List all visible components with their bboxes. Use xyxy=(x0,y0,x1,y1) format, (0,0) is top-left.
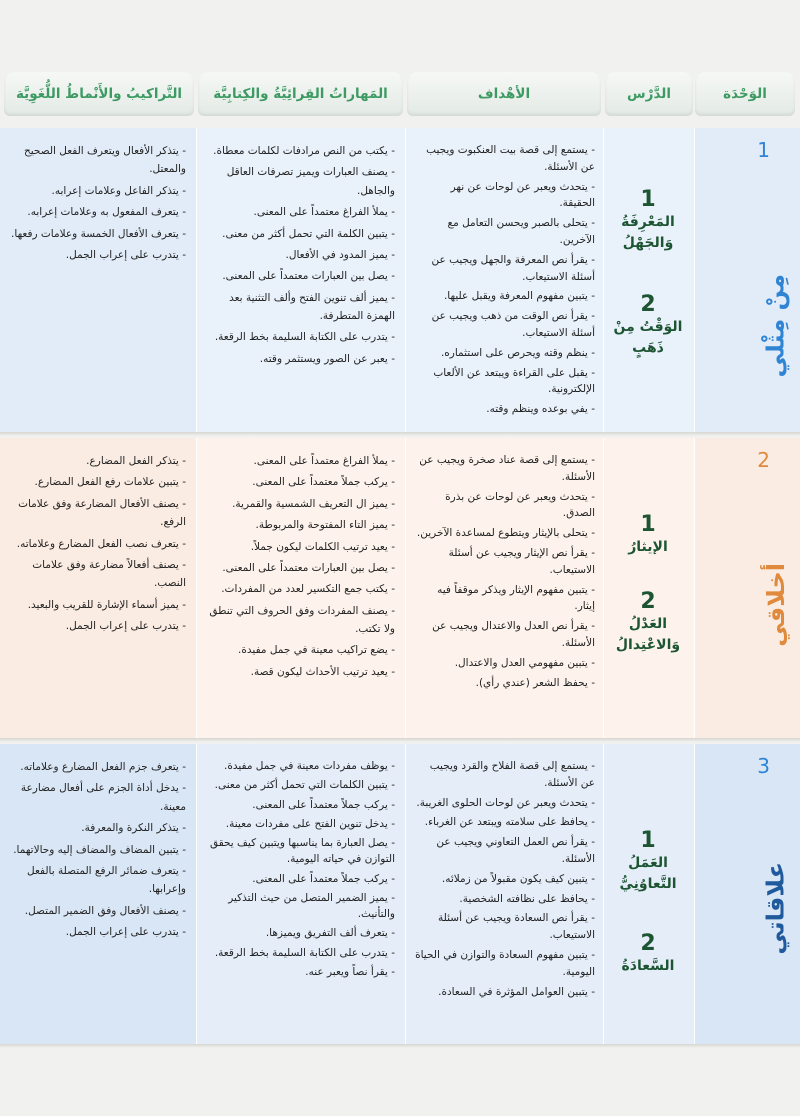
list-item: - يتبين مفهوم الإيثار ويذكر موقفاً فيه إيثار. xyxy=(414,582,595,616)
list-item: - يقرأ نص الوقت من ذهب ويجيب عن أسئلة الاستيعاب. xyxy=(414,308,595,342)
list-item: - يملأ الفراغ معتمداً على المعنى. xyxy=(205,452,395,470)
list-item: - يتبين الكلمة التي تحمل أكثر من معنى. xyxy=(205,225,395,243)
list-item: - يتبين كيف يكون مقبولاً من زملائه. xyxy=(414,871,595,888)
list-item: - يتحدث ويعبر عن لوحات عن بذرة الصدق. xyxy=(414,489,595,523)
header-unit: الوَحْدَة xyxy=(695,72,795,116)
list-item: - يتعرف جزم الفعل المضارع وعلاماته. xyxy=(8,758,186,776)
structures-list xyxy=(0,744,196,952)
list-item: - يصنف المفردات وفق الحروف التي تنطق ولا تكتب. xyxy=(205,602,395,639)
unit-number: 2 xyxy=(757,448,770,472)
lesson-1 xyxy=(602,188,694,254)
list-item: - يتدرب على إعراب الجمل. xyxy=(8,923,186,941)
structures-list xyxy=(0,128,196,275)
divider xyxy=(0,738,800,742)
list-item: - يركب جملاً معتمداً على المعنى. xyxy=(205,797,395,813)
list-item: - يتدرب على الكتابة السليمة بخط الرقعة. xyxy=(205,328,395,346)
list-item: - يتذكر الأفعال ويتعرف الفعل الصحيح والمعتل. xyxy=(8,142,186,179)
lesson-1 xyxy=(602,829,694,895)
list-item: - يقبل على القراءة ويبتعد عن الألعاب الإلكترونية. xyxy=(414,365,595,399)
structures-cell xyxy=(0,744,196,1044)
lesson-name: العَمَلُ التَّعاوُنِيُّ xyxy=(619,855,677,893)
skills-cell xyxy=(196,744,405,1044)
list-item: - يصل بين العبارات معتمداً على المعنى. xyxy=(205,559,395,577)
list-item: - يحافظ على نظافته الشخصية. xyxy=(414,891,595,908)
list-item: - يعيد ترتيب الأحداث ليكون قصة. xyxy=(205,663,395,681)
unit-cell xyxy=(695,128,800,432)
header-lesson: الدَّرْس xyxy=(605,72,693,116)
skills-cell xyxy=(196,128,405,432)
list-item: - يملأ الفراغ معتمداً على المعنى. xyxy=(205,203,395,221)
unit-row-2 xyxy=(0,438,800,738)
unit-cell xyxy=(695,438,800,738)
objectives-cell xyxy=(405,438,603,738)
skills-cell xyxy=(196,438,405,738)
lesson-number: 2 xyxy=(640,589,656,614)
list-item: - يتذكر النكرة والمعرفة. xyxy=(8,819,186,837)
list-item: - ينظم وقته ويحرص على استثماره. xyxy=(414,345,595,362)
list-item: - يتذكر الفاعل وعلامات إعرابه. xyxy=(8,182,186,200)
list-item: - يتعرف ألف التفريق ويميزها. xyxy=(205,925,395,941)
list-item: - يقرأ نص الإيثار ويجيب عن أسئلة الاستيعاب. xyxy=(414,545,595,579)
list-item: - يميز المدود في الأفعال. xyxy=(205,246,395,264)
list-item: - يكتب جمع التكسير لعدد من المفردات. xyxy=(205,580,395,598)
objectives-list xyxy=(406,438,603,702)
list-item: - يقرأ نص العمل التعاوني ويجيب عن الأسئلة. xyxy=(414,834,595,868)
list-item: - يتبين العوامل المؤثرة في السعادة. xyxy=(414,984,595,1001)
lesson-number: 2 xyxy=(640,931,656,956)
list-item: - يوظف مفردات معينة في جمل مفيدة. xyxy=(205,758,395,774)
list-item: - يتحلى بالإيثار ويتطوع لمساعدة الآخرين. xyxy=(414,525,595,542)
skills-list xyxy=(197,744,405,991)
list-item: - يركب جملاً معتمداً على المعنى. xyxy=(205,473,395,491)
list-item: - يفي بوعده وينظم وقته. xyxy=(414,401,595,418)
list-item: - يصنف الأفعال المضارعة وفق علامات الرفع. xyxy=(8,495,186,532)
list-item: - يميز التاء المفتوحة والمربوطة. xyxy=(205,516,395,534)
list-item: - يدخل تنوين الفتح على مفردات معينة. xyxy=(205,816,395,832)
lesson-cell xyxy=(603,744,695,1044)
lesson-cell xyxy=(603,438,695,738)
list-item: - يميز ألف تنوين الفتح وألف التثنية بعد الهمزة المتطرفة. xyxy=(205,289,395,326)
list-item: - يميز الضمير المتصل من حيث التذكير والتأنيث. xyxy=(205,890,395,923)
unit-title: علاقاتي xyxy=(762,862,790,955)
list-item: - يتبين المضاف والمضاف إليه وحالاتهما. xyxy=(8,841,186,859)
list-item: - يتحدث ويعبر عن لوحات الحلوى الغريبة. xyxy=(414,795,595,812)
list-item: - يتبين مفهوم السعادة والتوازن في الحياة اليومية. xyxy=(414,947,595,981)
list-item: - يستمع إلى قصة بيت العنكبوت ويجيب عن الأسئلة. xyxy=(414,142,595,176)
list-item: - يتدرب على الكتابة السليمة بخط الرقعة. xyxy=(205,945,395,961)
lesson-number: 1 xyxy=(640,828,656,853)
header-objectives: الأهْداف xyxy=(407,72,601,116)
list-item: - يصنف العبارات ويميز تصرفات العاقل والجاهل. xyxy=(205,163,395,200)
list-item: - يميز ال التعريف الشمسية والقمرية. xyxy=(205,495,395,513)
lesson-2 xyxy=(602,932,694,977)
lesson-cell xyxy=(603,128,695,432)
list-item: - يتعرف ضمائر الرفع المتصلة بالفعل وإعرابها. xyxy=(8,862,186,899)
unit-title: مِنْ مِثْلي xyxy=(762,274,790,378)
lesson-name: الإيثارُ xyxy=(628,539,668,556)
list-item: - يحفظ الشعر (عندي رأي). xyxy=(414,675,595,692)
unit-title: أخلاقي xyxy=(762,563,790,647)
lesson-2 xyxy=(602,293,694,359)
list-item: - يتحلى بالصبر ويحسن التعامل مع الآخرين. xyxy=(414,215,595,249)
lesson-name: الوَقْتُ مِنْ ذَهَبٍ xyxy=(613,319,683,357)
list-item: - يتدرب على إعراب الجمل. xyxy=(8,617,186,635)
list-item: - يصنف الأفعال وفق الضمير المتصل. xyxy=(8,902,186,920)
lesson-number: 1 xyxy=(640,512,656,537)
objectives-list xyxy=(406,744,603,1011)
unit-number: 3 xyxy=(757,754,770,778)
list-item: - يتبين مفهومي العدل والاعتدال. xyxy=(414,655,595,672)
header-skills: المَهاراتُ القِرائِيَّةُ والكِتابِيَّة xyxy=(198,72,403,116)
list-item: - يضع تراكيب معينة في جمل مفيدة. xyxy=(205,641,395,659)
objectives-list xyxy=(406,128,603,429)
list-item: - يقرأ نص العدل والاعتدال ويجيب عن الأسئلة. xyxy=(414,618,595,652)
list-item: - يصنف أفعالاً مضارعة وفق علامات النصب. xyxy=(8,556,186,593)
list-item: - يتبين الكلمات التي تحمل أكثر من معنى. xyxy=(205,777,395,793)
list-item: - يتدرب على إعراب الجمل. xyxy=(8,246,186,264)
unit-cell xyxy=(695,744,800,1044)
list-item: - يتذكر الفعل المضارع. xyxy=(8,452,186,470)
lesson-1 xyxy=(602,513,694,558)
lesson-number: 1 xyxy=(640,187,656,212)
structures-cell xyxy=(0,438,196,738)
structures-cell xyxy=(0,128,196,432)
lesson-name: المَعْرِفَةُ وَالجَهْلُ xyxy=(621,214,675,252)
list-item: - يعبر عن الصور ويستثمر وقته. xyxy=(205,350,395,368)
list-item: - يقرأ نص المعرفة والجهل ويجيب عن أسئلة الاستيعاب. xyxy=(414,252,595,286)
list-item: - يحافظ على سلامته ويبتعد عن الغرباء. xyxy=(414,814,595,831)
skills-list xyxy=(197,438,405,692)
list-item: - يستمع إلى قصة عناد صخرة ويجيب عن الأسئلة. xyxy=(414,452,595,486)
list-item: - يتعرف المفعول به وعلامات إعرابه. xyxy=(8,203,186,221)
list-item: - يركب جملاً معتمداً على المعنى. xyxy=(205,871,395,887)
unit-row-1 xyxy=(0,128,800,432)
list-item: - يتعرف نصب الفعل المضارع وعلاماته. xyxy=(8,535,186,553)
unit-row-3 xyxy=(0,744,800,1044)
lesson-2 xyxy=(602,590,694,656)
list-item: - يكتب من النص مرادفات لكلمات معطاة. xyxy=(205,142,395,160)
list-item: - يدخل أداة الجزم على أفعال مضارعة معينة. xyxy=(8,779,186,816)
structures-list xyxy=(0,438,196,646)
unit-number: 1 xyxy=(757,138,770,162)
list-item: - يعيد ترتيب الكلمات ليكون جملاً. xyxy=(205,538,395,556)
objectives-cell xyxy=(405,128,603,432)
skills-list xyxy=(197,128,405,379)
list-item: - يتحدث ويعبر عن لوحات عن نهر الحقيقة. xyxy=(414,179,595,213)
list-item: - يصل بين العبارات معتمداً على المعنى. xyxy=(205,267,395,285)
list-item: - يستمع إلى قصة الفلاح والقرد ويجيب عن الأسئلة. xyxy=(414,758,595,792)
list-item: - يتعرف الأفعال الخمسة وعلامات رفعها. xyxy=(8,225,186,243)
list-item: - يميز أسماء الإشارة للقريب والبعيد. xyxy=(8,596,186,614)
list-item: - يقرأ نصاً ويعبر عنه. xyxy=(205,964,395,980)
divider xyxy=(0,432,800,436)
lesson-name: العَدْلُ وَالاعْتِدالُ xyxy=(615,616,681,654)
header-structures: التَّراكيبُ والأَنْماطُ اللُّغَوِيَّة xyxy=(4,72,194,116)
list-item: - يتبين علامات رفع الفعل المضارع. xyxy=(8,473,186,491)
lesson-name: السَّعادَةُ xyxy=(621,958,675,975)
list-item: - يتبين مفهوم المعرفة ويقبل عليها. xyxy=(414,288,595,305)
list-item: - يقرأ نص السعادة ويجيب عن أسئلة الاستيعاب. xyxy=(414,910,595,944)
lesson-number: 2 xyxy=(640,292,656,317)
divider xyxy=(0,1044,800,1048)
objectives-cell xyxy=(405,744,603,1044)
list-item: - يصل العبارة بما يناسبها ويتبين كيف يحقق التوازن في حياته اليومية. xyxy=(205,835,395,868)
